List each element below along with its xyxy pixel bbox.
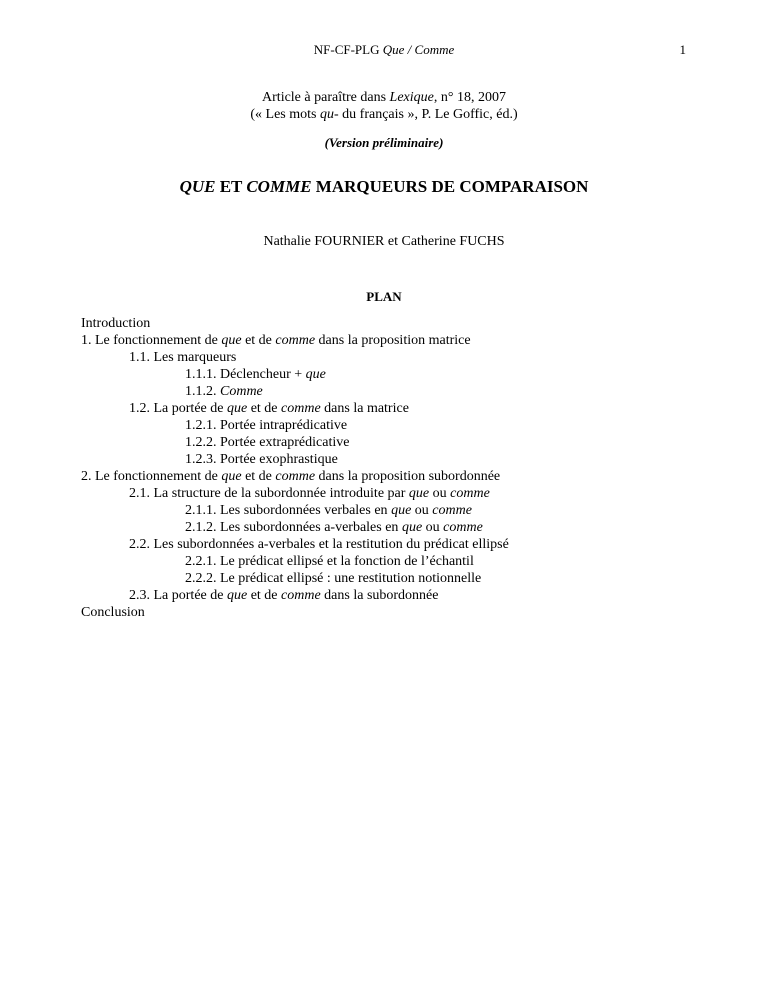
- toc-entry-italic: comme: [275, 333, 316, 348]
- toc-entry-text: 2. Le fonctionnement de: [81, 469, 222, 484]
- toc-entry: [81, 434, 701, 451]
- toc-entry-italic: que: [221, 333, 242, 348]
- toc-entry-italic: que: [305, 367, 326, 382]
- table-of-contents: [81, 315, 701, 621]
- toc-entry: [81, 332, 701, 349]
- toc-entry: [81, 502, 701, 519]
- toc-entry-text: 1.2.2. Portée extraprédicative: [185, 435, 350, 450]
- article-title: [0, 177, 768, 197]
- toc-entry-italic: que: [401, 520, 423, 535]
- toc-entry-text: 1.1.2.: [185, 384, 220, 399]
- publication-line-2: [0, 106, 768, 123]
- toc-entry-text: 2.3. La portée de: [129, 588, 227, 603]
- publication-line-2-suffix: du français », P. Le Goffic, éd.): [338, 107, 518, 122]
- toc-entry: [81, 536, 701, 553]
- toc-entry-text: et de: [241, 469, 276, 484]
- toc-entry-text: 1.1. Les marqueurs: [129, 350, 237, 365]
- publication-line-1: [0, 89, 768, 106]
- toc-entry-italic: que: [226, 401, 248, 416]
- running-header-prefix: NF-CF-PLG: [313, 42, 380, 57]
- toc-entry: [81, 587, 701, 604]
- toc-entry-text: dans la matrice: [320, 401, 409, 416]
- publication-line-2-italic: qu-: [319, 107, 339, 122]
- toc-entry-italic: que: [391, 503, 412, 518]
- toc-entry-italic: que: [221, 469, 242, 484]
- toc-entry: [81, 400, 701, 417]
- toc-entry-text: 2.2. Les subordonnées a-verbales et la restitution du prédicat ellipsé: [129, 537, 509, 552]
- running-header-title: Que / Comme: [382, 42, 455, 57]
- toc-entry-italic: comme: [281, 401, 321, 416]
- toc-entry-text: 2.2.1. Le prédicat ellipsé et la fonction de l’échantil: [185, 554, 474, 569]
- publication-line-2-prefix: (« Les mots: [250, 107, 320, 122]
- publication-line-1-suffix: , n° 18, 2007: [433, 90, 506, 105]
- toc-entry-text: 2.2.2. Le prédicat ellipsé : une restitution notionnelle: [185, 571, 482, 586]
- toc-entry-text: 1.2. La portée de: [129, 401, 227, 416]
- toc-entry-italic: comme: [432, 503, 472, 518]
- toc-entry: [81, 383, 701, 400]
- toc-entry-text: et de: [247, 401, 282, 416]
- toc-entry-italic: comme: [275, 469, 316, 484]
- title-comme: COMME: [246, 177, 312, 196]
- toc-entry-text: 2.1.1. Les subordonnées verbales en: [185, 503, 392, 518]
- toc-entry-italic: comme: [450, 486, 490, 501]
- page-number: 1: [679, 42, 686, 57]
- toc-entry-text: et de: [247, 588, 282, 603]
- plan-heading: PLAN: [366, 289, 402, 304]
- toc-entry: [81, 366, 701, 383]
- title-que: QUE: [179, 177, 216, 196]
- toc-entry-text: ou: [411, 503, 433, 518]
- toc-entry-text: 1.1.1. Déclencheur +: [185, 367, 306, 382]
- toc-entry-text: dans la proposition matrice: [315, 333, 471, 348]
- title-rest: MARQUEURS DE COMPARAISON: [311, 177, 589, 196]
- journal-name: Lexique: [389, 90, 434, 105]
- toc-entry-text: 1. Le fonctionnement de: [81, 333, 222, 348]
- toc-entry-italic: que: [226, 588, 248, 603]
- toc-entry-text: Introduction: [81, 316, 151, 331]
- toc-entry-text: ou: [429, 486, 451, 501]
- running-header: [0, 42, 768, 58]
- toc-entry-italic: comme: [281, 588, 321, 603]
- toc-entry: [81, 451, 701, 468]
- authors: Nathalie FOURNIER et Catherine FUCHS: [263, 234, 505, 249]
- toc-entry: [81, 570, 701, 587]
- toc-entry: [81, 519, 701, 536]
- toc-entry-text: ou: [422, 520, 444, 535]
- version-note: (Version préliminaire): [324, 135, 444, 150]
- publication-line-1-prefix: Article à paraître dans: [262, 90, 390, 105]
- toc-entry: [81, 485, 701, 502]
- title-et: ET: [215, 177, 247, 196]
- toc-entry: [81, 468, 701, 485]
- toc-entry: [81, 604, 701, 621]
- toc-entry: [81, 315, 701, 332]
- toc-entry: [81, 349, 701, 366]
- toc-entry-text: 1.2.1. Portée intraprédicative: [185, 418, 348, 433]
- toc-entry-text: Conclusion: [81, 605, 145, 620]
- toc-entry-text: 2.1. La structure de la subordonnée introduite par: [129, 486, 409, 501]
- toc-entry-text: dans la subordonnée: [320, 588, 439, 603]
- toc-entry: [81, 553, 701, 570]
- toc-entry-italic: Comme: [220, 384, 263, 399]
- toc-entry-text: 2.1.2. Les subordonnées a-verbales en: [185, 520, 402, 535]
- toc-entry-italic: que: [408, 486, 430, 501]
- toc-entry: [81, 417, 701, 434]
- toc-entry-text: dans la proposition subordonnée: [315, 469, 501, 484]
- toc-entry-text: et de: [241, 333, 276, 348]
- toc-entry-italic: comme: [443, 520, 483, 535]
- toc-entry-text: 1.2.3. Portée exophrastique: [185, 452, 338, 467]
